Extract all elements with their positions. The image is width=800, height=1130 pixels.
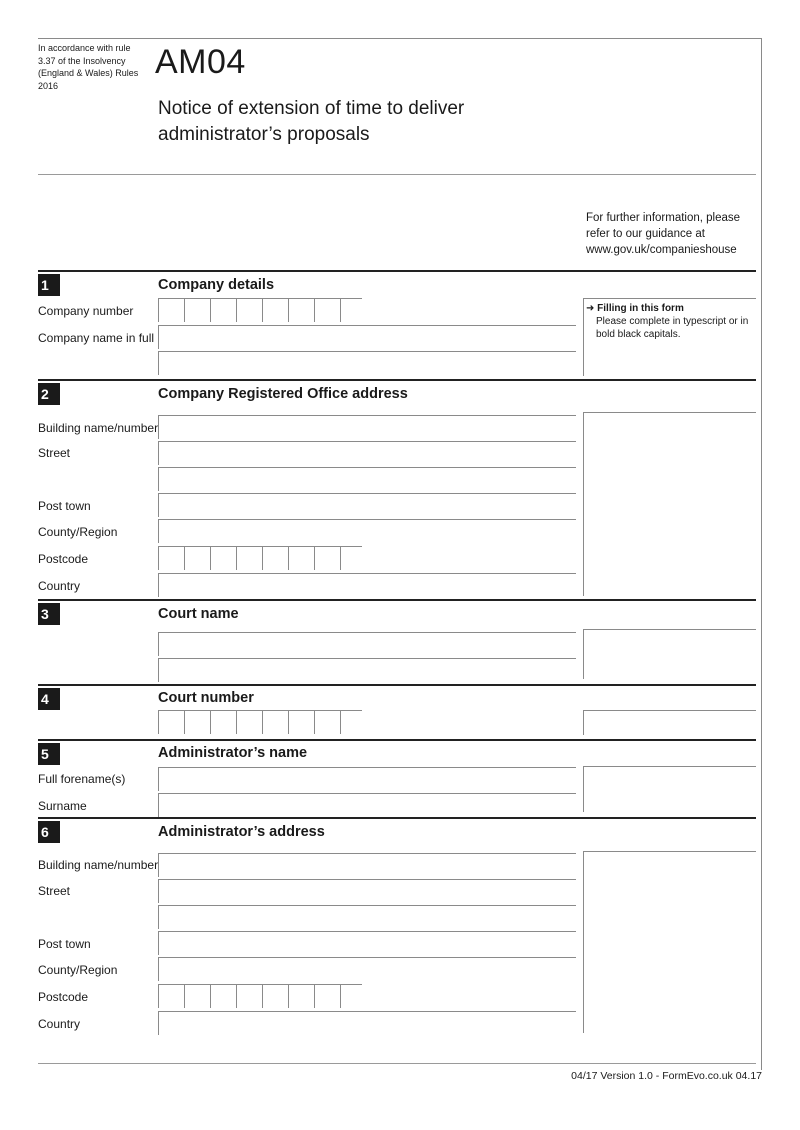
- char-box[interactable]: [158, 984, 184, 1008]
- char-box[interactable]: [236, 546, 262, 570]
- filling-form-note-body: Please complete in typescript or in bold black capitals.: [596, 316, 749, 340]
- court-name-field-line1[interactable]: [158, 632, 576, 656]
- section-1-number: 1: [38, 274, 60, 296]
- section-3-number: 3: [38, 603, 60, 625]
- company-name-label: Company name in full: [38, 331, 155, 345]
- char-box[interactable]: [158, 546, 184, 570]
- court-number-input[interactable]: [158, 710, 362, 734]
- company-number-input[interactable]: [158, 298, 362, 322]
- char-box[interactable]: [288, 984, 314, 1008]
- footer-version: 04/17 Version 1.0 - FormEvo.co.uk 04.17: [571, 1070, 762, 1082]
- section-2-number: 2: [38, 383, 60, 405]
- page-frame-right: [761, 38, 762, 1070]
- section-3-divider: [38, 599, 756, 601]
- admin-postcode-label: Postcode: [38, 990, 89, 1004]
- admin-building-label: Building name/number: [38, 858, 159, 872]
- section-2-divider: [38, 379, 756, 381]
- further-information: For further information, please refer to our guidance at www.gov.uk/companieshouse: [586, 212, 741, 256]
- char-box[interactable]: [184, 710, 210, 734]
- section-1-title: Company details: [158, 277, 275, 293]
- admin-post-town-field[interactable]: [158, 931, 576, 955]
- admin-street-label: Street: [38, 884, 71, 898]
- section-2-title: Company Registered Office address: [158, 386, 408, 402]
- char-box[interactable]: [236, 298, 262, 322]
- country-label: Country: [38, 579, 81, 593]
- section-5-number: 5: [38, 743, 60, 765]
- admin-postcode-input[interactable]: [158, 984, 362, 1008]
- section-6-divider: [38, 817, 756, 819]
- section-4-number: 4: [38, 688, 60, 710]
- section-5-divider: [38, 739, 756, 741]
- char-box[interactable]: [184, 298, 210, 322]
- char-box[interactable]: [262, 546, 288, 570]
- form-code: AM04: [155, 43, 246, 81]
- company-name-field-line2[interactable]: [158, 351, 576, 375]
- char-box[interactable]: [340, 710, 362, 734]
- forename-field[interactable]: [158, 767, 576, 791]
- county-field[interactable]: [158, 519, 576, 543]
- admin-county-label: County/Region: [38, 963, 118, 977]
- section-2-side-panel: [583, 412, 756, 596]
- building-label: Building name/number: [38, 421, 159, 435]
- char-box[interactable]: [210, 298, 236, 322]
- char-box[interactable]: [314, 984, 340, 1008]
- section-6-side-panel: [583, 851, 756, 1033]
- country-field[interactable]: [158, 573, 576, 597]
- footer-divider: [38, 1063, 756, 1064]
- char-box[interactable]: [158, 298, 184, 322]
- section-4-side-panel: [583, 710, 756, 735]
- building-field[interactable]: [158, 415, 576, 439]
- char-box[interactable]: [184, 546, 210, 570]
- court-name-field-line2[interactable]: [158, 658, 576, 682]
- admin-street-field-line1[interactable]: [158, 879, 576, 903]
- char-box[interactable]: [314, 546, 340, 570]
- char-box[interactable]: [340, 984, 362, 1008]
- street-field-line2[interactable]: [158, 467, 576, 491]
- county-label: County/Region: [38, 525, 118, 539]
- post-town-label: Post town: [38, 499, 91, 513]
- char-box[interactable]: [210, 984, 236, 1008]
- section-6-title: Administrator’s address: [158, 824, 325, 840]
- admin-building-field[interactable]: [158, 853, 576, 877]
- char-box[interactable]: [210, 710, 236, 734]
- char-box[interactable]: [184, 984, 210, 1008]
- page-frame-top: [38, 38, 762, 39]
- admin-post-town-label: Post town: [38, 937, 91, 951]
- char-box[interactable]: [158, 710, 184, 734]
- section-5-title: Administrator’s name: [158, 745, 308, 761]
- section-1-divider: [38, 270, 756, 272]
- char-box[interactable]: [210, 546, 236, 570]
- section-5-side-panel: [583, 766, 756, 812]
- filling-form-note: [583, 298, 756, 376]
- surname-label: Surname: [38, 799, 87, 813]
- char-box[interactable]: [236, 710, 262, 734]
- char-box[interactable]: [314, 298, 340, 322]
- section-4-divider: [38, 684, 756, 686]
- char-box[interactable]: [314, 710, 340, 734]
- char-box[interactable]: [288, 710, 314, 734]
- surname-field[interactable]: [158, 793, 576, 817]
- company-name-field-line1[interactable]: [158, 325, 576, 349]
- header-divider: [38, 174, 756, 175]
- char-box[interactable]: [288, 546, 314, 570]
- arrow-right-icon: ➜: [586, 303, 595, 314]
- char-box[interactable]: [262, 298, 288, 322]
- admin-country-label: Country: [38, 1017, 81, 1031]
- section-6-number: 6: [38, 821, 60, 843]
- postcode-input[interactable]: [158, 546, 362, 570]
- company-number-label: Company number: [38, 304, 134, 318]
- char-box[interactable]: [262, 710, 288, 734]
- admin-country-field[interactable]: [158, 1011, 576, 1035]
- admin-street-field-line2[interactable]: [158, 905, 576, 929]
- postcode-label: Postcode: [38, 552, 89, 566]
- street-label: Street: [38, 446, 71, 460]
- filling-form-note-title: Filling in this form: [597, 303, 684, 314]
- section-3-title: Court name: [158, 606, 239, 622]
- rule-reference: In accordance with rule 3.37 of the Insolvency (England & Wales) Rules 2016: [38, 43, 139, 91]
- char-box[interactable]: [288, 298, 314, 322]
- form-title: Notice of extension of time to deliver administrator’s proposals: [158, 98, 465, 145]
- char-box[interactable]: [340, 298, 362, 322]
- section-4-title: Court number: [158, 690, 254, 706]
- post-town-field[interactable]: [158, 493, 576, 517]
- char-box[interactable]: [340, 546, 362, 570]
- char-box[interactable]: [236, 984, 262, 1008]
- char-box[interactable]: [262, 984, 288, 1008]
- forename-label: Full forename(s): [38, 772, 126, 786]
- section-3-side-panel: [583, 629, 756, 679]
- street-field-line1[interactable]: [158, 441, 576, 465]
- admin-county-field[interactable]: [158, 957, 576, 981]
